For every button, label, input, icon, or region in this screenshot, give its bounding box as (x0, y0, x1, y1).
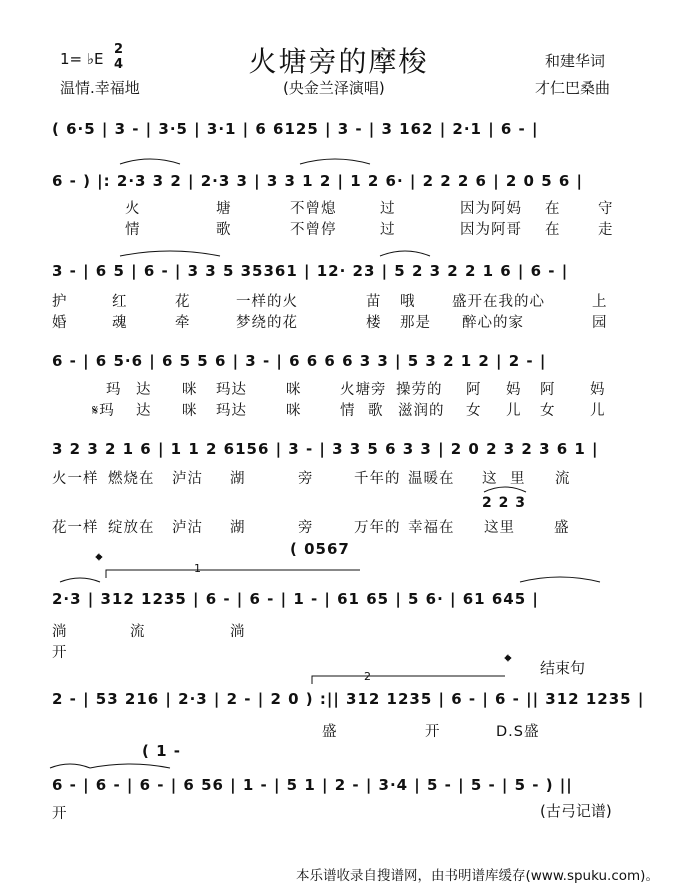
lyric-3b-5: 楼 (366, 315, 382, 331)
lyric-4b-7: 歌 (368, 403, 384, 419)
lyric-4a-11: 妈 (590, 382, 606, 398)
lyric-4b-10: 儿 (506, 403, 522, 419)
lyric-3a-7: 盛开在我的心 (452, 294, 545, 310)
lyric-5a-10: 流 (555, 471, 571, 487)
lyric-4b-8: 滋润的 (398, 403, 445, 419)
lyric-6a-3: 淌 (230, 624, 246, 640)
slur (50, 764, 90, 768)
lyric-2a-5: 因为阿妈 (460, 201, 522, 217)
lyric-2b-2: 歌 (216, 222, 232, 238)
volta-1-label: 1 (194, 562, 201, 575)
music-row-6: 2·3 | 312 1235 | 6 - | 6 - | 1 - | 61 65 | 5 6· | 61 645 | (52, 590, 539, 608)
slur (380, 251, 430, 256)
lyric-2b-7: 走 (598, 222, 614, 238)
lyric-2a-1: 火 (125, 201, 141, 217)
parenthesized-1: ( 1 - (142, 742, 181, 760)
lyric-4a-1: 玛 (106, 382, 122, 398)
lyric-2a-3: 不曾熄 (290, 201, 337, 217)
lyric-2a-2: 塘 (216, 201, 232, 217)
lyric-3a-2: 红 (112, 294, 128, 310)
lyric-4b-12: 儿 (590, 403, 606, 419)
lyric-4b-6: 情 (340, 403, 356, 419)
lyric-5b-5: 旁 (298, 520, 314, 536)
lyric-5b-8: 这里 (484, 520, 515, 536)
lyric-2a-7: 守 (598, 201, 614, 217)
coda-sign-1: 𝄌 (96, 551, 103, 571)
slur (90, 764, 170, 768)
lyric-4a-6: 火塘旁 (340, 382, 387, 398)
lyric-5b-4: 湖 (230, 520, 246, 536)
lyric-4b-2: 达 (136, 403, 152, 419)
lyric-3b-6: 那是 (400, 315, 431, 331)
lyric-3a-5: 苗 (366, 294, 382, 310)
lyric-4b-9: 女 (466, 403, 482, 419)
lyric-5a-7: 温暖在 (408, 471, 455, 487)
time-signature-top: 2 (114, 42, 124, 57)
slur (520, 577, 600, 582)
time-signature-bottom: 4 (114, 57, 124, 72)
lyric-5b-6: 万年的 (354, 520, 401, 536)
lyric-4a-3: 咪 (182, 382, 198, 398)
composer: 才仁巴桑曲 (535, 79, 611, 97)
slur (120, 159, 180, 164)
lyric-3a-1: 护 (52, 294, 68, 310)
lyric-5b-9: 盛 (554, 520, 570, 536)
music-row-2: 6 - ) |: 2·3 3 2 | 2·3 3 | 3 3 1 2 | 1 2 6· | 2 2 2 6 | 2 0 5 6 | (52, 172, 584, 190)
lyric-5a-1: 火一样 (52, 471, 99, 487)
footer-source: 本乐谱收录自搜谱网，由书明谱库缓存(www.spuku.com)。 (296, 868, 659, 884)
lyric-2b-1: 情 (125, 222, 141, 238)
mood-marking: 温情.幸福地 (60, 79, 140, 97)
lyric-5a-3: 泸沽 (172, 471, 203, 487)
lyric-3b-4: 梦绕的花 (236, 315, 298, 331)
lyric-3a-6: 哦 (400, 294, 416, 310)
lyric-4b-5: 咪 (286, 403, 302, 419)
lyric-5a-2: 燃烧在 (108, 471, 155, 487)
lyric-5a-8: 这 (482, 471, 498, 487)
lyric-2a-6: 在 (545, 201, 561, 217)
lyric-4b-1: 𝄋玛 (92, 403, 115, 419)
lyric-4a-7: 操劳的 (396, 382, 443, 398)
volta-2-bracket (312, 676, 505, 684)
music-row-8: 6 - | 6 - | 6 - | 6 56 | 1 - | 5 1 | 2 - | 3·4 | 5 - | 5 - | 5 - ) || (52, 776, 573, 794)
music-row-5: 3 2 3 2 1 6 | 1 1 2 6156 | 3 - | 3 3 5 6 3 3 | 2 0 2 3 2 3 6 1 | (52, 440, 599, 458)
lyricist: 和建华词 (545, 52, 606, 70)
ending-label: 结束句 (540, 659, 586, 677)
lyric-2b-6: 在 (545, 222, 561, 238)
lyric-5b-2: 绽放在 (108, 520, 155, 536)
lyric-5a-5: 旁 (298, 471, 314, 487)
lyric-5b-7: 幸福在 (408, 520, 455, 536)
lyric-5a-6: 千年的 (354, 471, 401, 487)
lyric-3a-4: 一样的火 (236, 294, 298, 310)
music-row-1: ( 6·5 | 3 - | 3·5 | 3·1 | 6 6125 | 3 - | 3 162 | 2·1 | 6 - | (52, 120, 539, 138)
slur (300, 159, 370, 164)
lyric-7-1: 盛 (322, 724, 338, 740)
lyric-3b-2: 魂 (112, 315, 128, 331)
page-title: 火塘旁的摩梭 (248, 45, 429, 78)
notation-credit: (古弓记谱) (540, 802, 612, 820)
lyric-7-2: 开 (425, 724, 441, 740)
music-row-4: 6 - | 6 5·6 | 6 5 5 6 | 3 - | 6 6 6 6 3 3 | 5 3 2 1 2 | 2 - | (52, 352, 547, 370)
performer: (央金兰泽演唱) (283, 79, 385, 97)
lyric-2b-3: 不曾停 (290, 222, 337, 238)
lyric-4a-5: 咪 (286, 382, 302, 398)
lyric-7-3: D.S盛 (496, 724, 540, 740)
coda-sign-2: 𝄌 (505, 652, 512, 672)
lyric-3a-8: 上 (592, 294, 608, 310)
lyric-5b-3: 泸沽 (172, 520, 203, 536)
lyric-5b-1: 花一样 (52, 520, 99, 536)
lyric-3b-1: 婚 (52, 315, 68, 331)
lyric-6a-1: 淌 (52, 624, 68, 640)
lyric-4a-2: 达 (136, 382, 152, 398)
parenthesized-pickup: ( 0567 (290, 540, 350, 558)
volta-1-bracket (106, 570, 360, 578)
slur (484, 487, 526, 492)
lyric-8-1: 开 (52, 806, 68, 822)
lyric-3b-8: 园 (592, 315, 608, 331)
lyric-2b-5: 因为阿哥 (460, 222, 522, 238)
music-row-3: 3 - | 6 5 | 6 - | 3 3 5 35361 | 12· 23 | 5 2 3 2 2 1 6 | 6 - | (52, 262, 569, 280)
lyric-6b-1: 开 (52, 645, 68, 661)
alternate-notes-223: 2 2 3 (482, 495, 526, 511)
lyric-4b-11: 女 (540, 403, 556, 419)
slur (60, 578, 100, 582)
lyric-3b-7: 醉心的家 (462, 315, 524, 331)
lyric-4b-3: 咪 (182, 403, 198, 419)
lyric-3b-3: 牵 (175, 315, 191, 331)
lyric-5a-9: 里 (510, 471, 526, 487)
lyric-4a-9: 妈 (506, 382, 522, 398)
slur (120, 251, 220, 256)
lyric-4b-4: 玛达 (216, 403, 247, 419)
lyric-3a-3: 花 (175, 294, 191, 310)
key-signature: 1= ♭E (60, 50, 104, 68)
lyric-4a-10: 阿 (540, 382, 556, 398)
lyric-2a-4: 过 (380, 201, 396, 217)
lyric-4a-8: 阿 (466, 382, 482, 398)
volta-2-label: 2 (364, 670, 371, 683)
music-row-7: 2 - | 53 216 | 2·3 | 2 - | 2 0 ) :|| 312 1235 | 6 - | 6 - || 312 1235 | (52, 690, 645, 708)
lyric-5a-4: 湖 (230, 471, 246, 487)
lyric-4a-4: 玛达 (216, 382, 247, 398)
lyric-2b-4: 过 (380, 222, 396, 238)
lyric-6a-2: 流 (130, 624, 146, 640)
